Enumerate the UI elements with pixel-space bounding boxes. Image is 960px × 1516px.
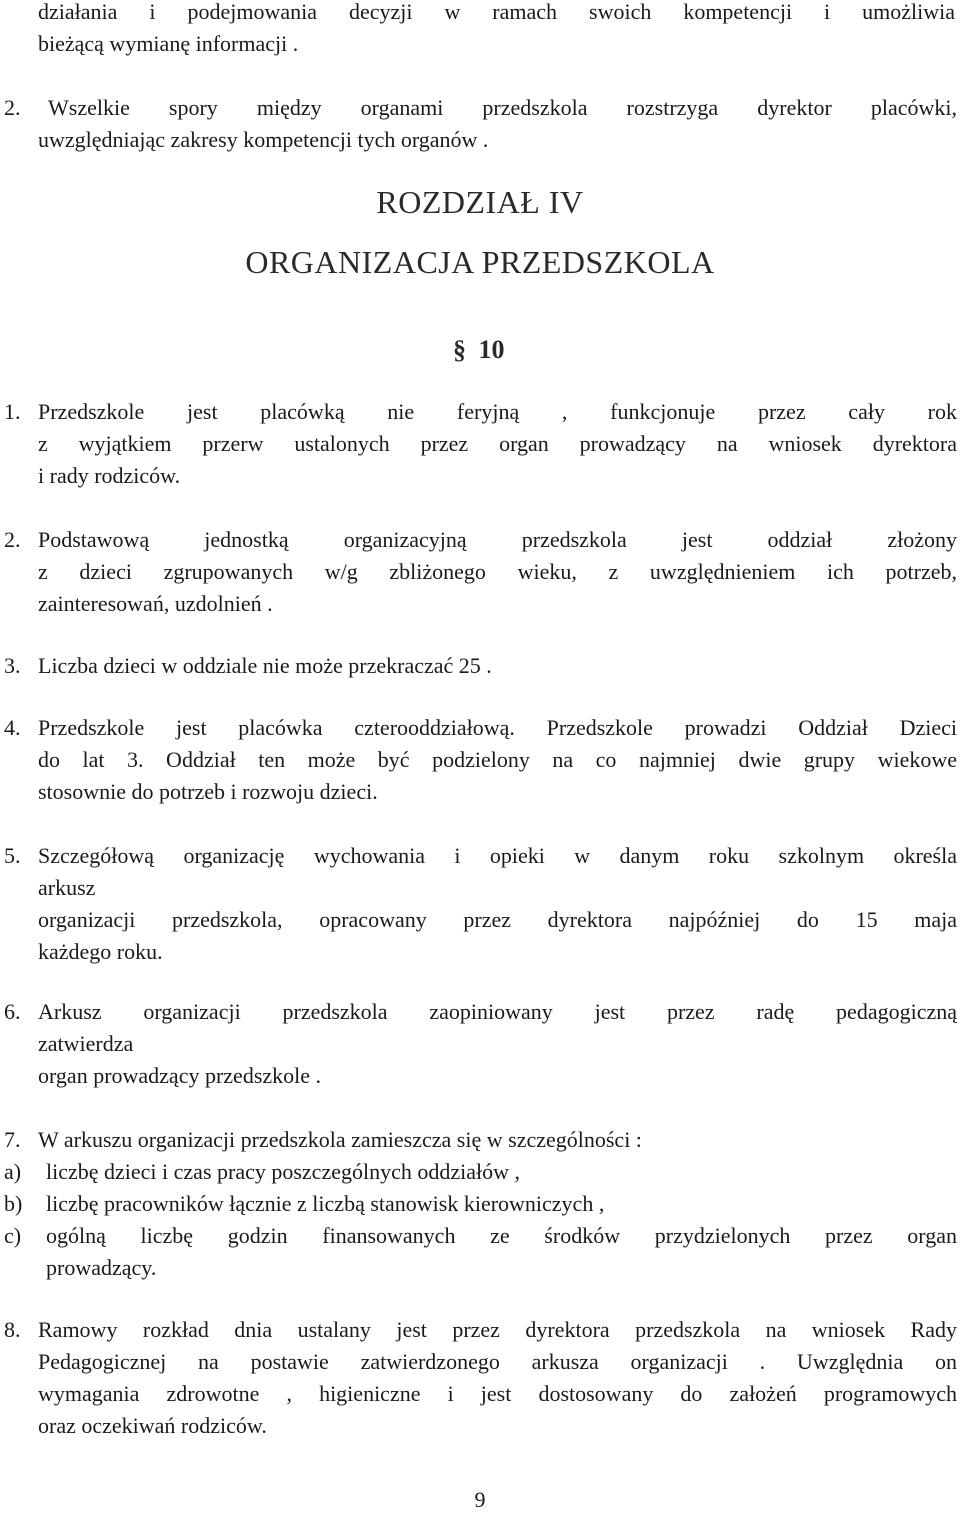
text-line: arkusz <box>38 875 96 900</box>
item-number: 2. <box>4 95 21 120</box>
item-body <box>38 650 957 682</box>
text-line: wymagania zdrowotne , higieniczne i jest dostosowany do założeń programowych <box>38 1381 957 1406</box>
text-line: Wszelkie spory między organami przedszkola rozstrzyga dyrektor placówki, <box>48 95 957 120</box>
text-line: Arkusz organizacji przedszkola zaopiniowany jest przez radę pedagogiczną <box>38 999 957 1024</box>
text-line: z dzieci zgrupowanych w/g zbliżonego wieku, z uwzględnieniem ich potrzeb, <box>38 559 957 584</box>
sub-item-letter: a) <box>4 1159 22 1184</box>
item-body <box>38 556 957 620</box>
item-number: 7. <box>4 1127 21 1152</box>
item-number: 5. <box>4 843 21 868</box>
text-line: ogólną liczbę godzin finansowanych ze środków przydzielonych przez organ <box>46 1223 957 1248</box>
item-body <box>38 524 957 556</box>
text-line: zatwierdza <box>38 1031 134 1056</box>
item-number: 2. <box>4 527 21 552</box>
item-body <box>38 124 957 156</box>
text-line: każdego roku. <box>38 939 163 964</box>
sub-item-body <box>46 1220 957 1284</box>
item-number: 8. <box>4 1317 21 1342</box>
text-line: oraz oczekiwań rodziców. <box>38 1413 267 1438</box>
text-line: liczbę dzieci i czas pracy poszczególnych oddziałów , <box>46 1159 520 1184</box>
text-line: bieżącą wymianę informacji . <box>38 31 299 56</box>
item-body <box>38 996 957 1028</box>
text-line: i rady rodziców. <box>38 463 181 488</box>
sub-item-letter: c) <box>4 1223 22 1248</box>
text-line: Przedszkole jest placówka czterooddziałową. Przedszkole prowadzi Oddział Dzieci <box>38 715 957 740</box>
item-body <box>38 712 957 744</box>
text-line: działania i podejmowania decyzji w ramach swoich kompetencji i umożliwia <box>38 0 955 24</box>
item-body <box>38 1314 957 1442</box>
item-body <box>38 396 957 428</box>
text-line: organ prowadzący przedszkole . <box>38 1063 322 1088</box>
text-line: Liczba dzieci w oddziale nie może przekraczać 25 . <box>38 653 492 678</box>
item-body <box>38 840 957 872</box>
text-line: organizacji przedszkola, opracowany przez dyrektora najpóźniej do 15 maja <box>38 907 957 932</box>
item-body <box>38 872 957 968</box>
item-body <box>38 428 957 492</box>
text-line: uwzględniając zakresy kompetencji tych organów . <box>38 127 489 152</box>
item-body <box>48 92 957 124</box>
item-body <box>38 1028 957 1092</box>
text-line: W arkuszu organizacji przedszkola zamieszcza się w szczególności : <box>38 1127 642 1152</box>
sub-item-body <box>46 1156 957 1188</box>
item-body <box>38 1124 957 1156</box>
text-line: Pedagogicznej na postawie zatwierdzonego arkusza organizacji . Uwzględnia on <box>38 1349 957 1374</box>
text-line: prowadzący. <box>46 1255 157 1280</box>
text-line: zainteresowań, uzdolnień . <box>38 591 273 616</box>
text-line: stosownie do potrzeb i rozwoju dzieci. <box>38 779 378 804</box>
item-body <box>38 744 957 808</box>
intro-paragraph <box>38 0 955 60</box>
section-heading <box>453 334 505 366</box>
sub-item-letter: b) <box>4 1191 23 1216</box>
text-line: liczbę pracowników łącznie z liczbą stanowisk kierowniczych , <box>46 1191 605 1216</box>
page-number: 9 <box>474 1487 486 1512</box>
item-number: 1. <box>4 399 21 424</box>
text-line: Ramowy rozkład dnia ustalany jest przez dyrektora przedszkola na wniosek Rady <box>38 1317 957 1342</box>
text-line: Podstawową jednostką organizacyjną przedszkola jest oddział złożony <box>38 527 957 552</box>
text-line: do lat 3. Oddział ten może być podzielony na co najmniej dwie grupy wiekowe <box>38 747 957 772</box>
item-number: 4. <box>4 715 21 740</box>
text-line: z wyjątkiem przerw ustalonych przez organ prowadzący na wniosek dyrektora <box>38 431 957 456</box>
chapter-title: ROZDZIAŁ IV <box>376 184 584 220</box>
section-number: 10 <box>478 335 505 364</box>
text-line: Szczegółową organizację wychowania i opieki w danym roku szkolnym określa <box>38 843 957 868</box>
item-number: 3. <box>4 653 21 678</box>
text-line: Przedszkole jest placówką nie feryjną , funkcjonuje przez cały rok <box>38 399 957 424</box>
chapter-subtitle: ORGANIZACJA PRZEDSZKOLA <box>245 244 715 280</box>
section-sign: § <box>453 335 466 364</box>
item-number: 6. <box>4 999 21 1024</box>
sub-item-body <box>46 1188 957 1220</box>
